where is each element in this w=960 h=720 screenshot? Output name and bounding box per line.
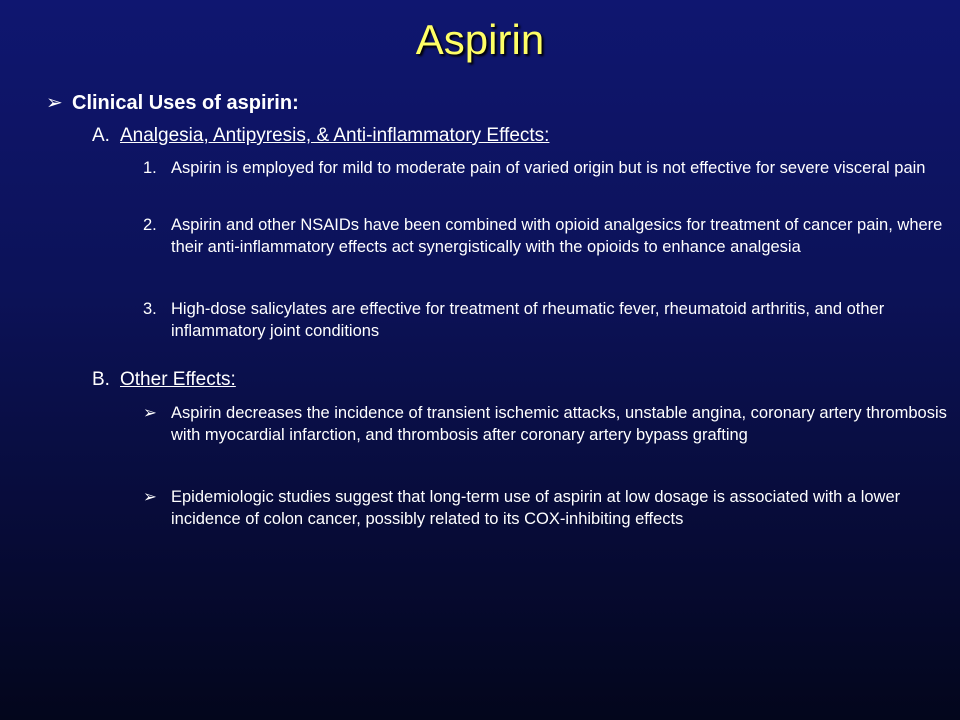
item-number: 2. [143, 216, 157, 234]
list-item-b1 [143, 402, 958, 446]
item-text: Aspirin and other NSAIDs have been combined with opioid analgesics for treatment of cancer pain, where their anti-inflammatory effects act synergistically with the opioids to enhance analgesia [171, 216, 943, 256]
item-text: Aspirin decreases the incidence of transient ischemic attacks, unstable angina, coronary artery thrombosis with myocardial infarction, and thrombosis after coronary artery bypass grafting [171, 404, 947, 444]
slide-title: Aspirin [415, 16, 545, 63]
item-text: High-dose salicylates are effective for treatment of rheumatic fever, rheumatoid arthritis, and other inflammatory joint conditions [171, 300, 885, 340]
section-a-letter: A. [92, 125, 110, 146]
item-number: 1. [143, 159, 157, 177]
section-a-heading [92, 124, 549, 148]
arrow-bullet-icon: ➢ [46, 92, 63, 114]
list-item-a1 [143, 157, 958, 179]
item-number: 3. [143, 300, 157, 318]
section-b-label: Other Effects: [120, 369, 236, 390]
list-item-a3 [143, 298, 958, 342]
item-text: Aspirin is employed for mild to moderate pain of varied origin but is not effective for severe visceral pain [171, 159, 926, 177]
list-item-b2 [143, 486, 958, 530]
section-b-heading [92, 368, 236, 392]
list-item-a2 [143, 214, 958, 258]
section-b-letter: B. [92, 369, 110, 390]
arrow-bullet-icon: ➢ [143, 488, 157, 506]
arrow-bullet-icon: ➢ [143, 404, 157, 422]
clinical-uses-heading [46, 90, 299, 116]
section-a-label: Analgesia, Antipyresis, & Anti-inflammatory Effects: [120, 125, 550, 146]
item-text: Epidemiologic studies suggest that long-term use of aspirin at low dosage is associated with a lower incidence of colon cancer, possibly related to its COX-inhibiting effects [171, 488, 901, 528]
heading-text: Clinical Uses of aspirin: [72, 92, 299, 114]
